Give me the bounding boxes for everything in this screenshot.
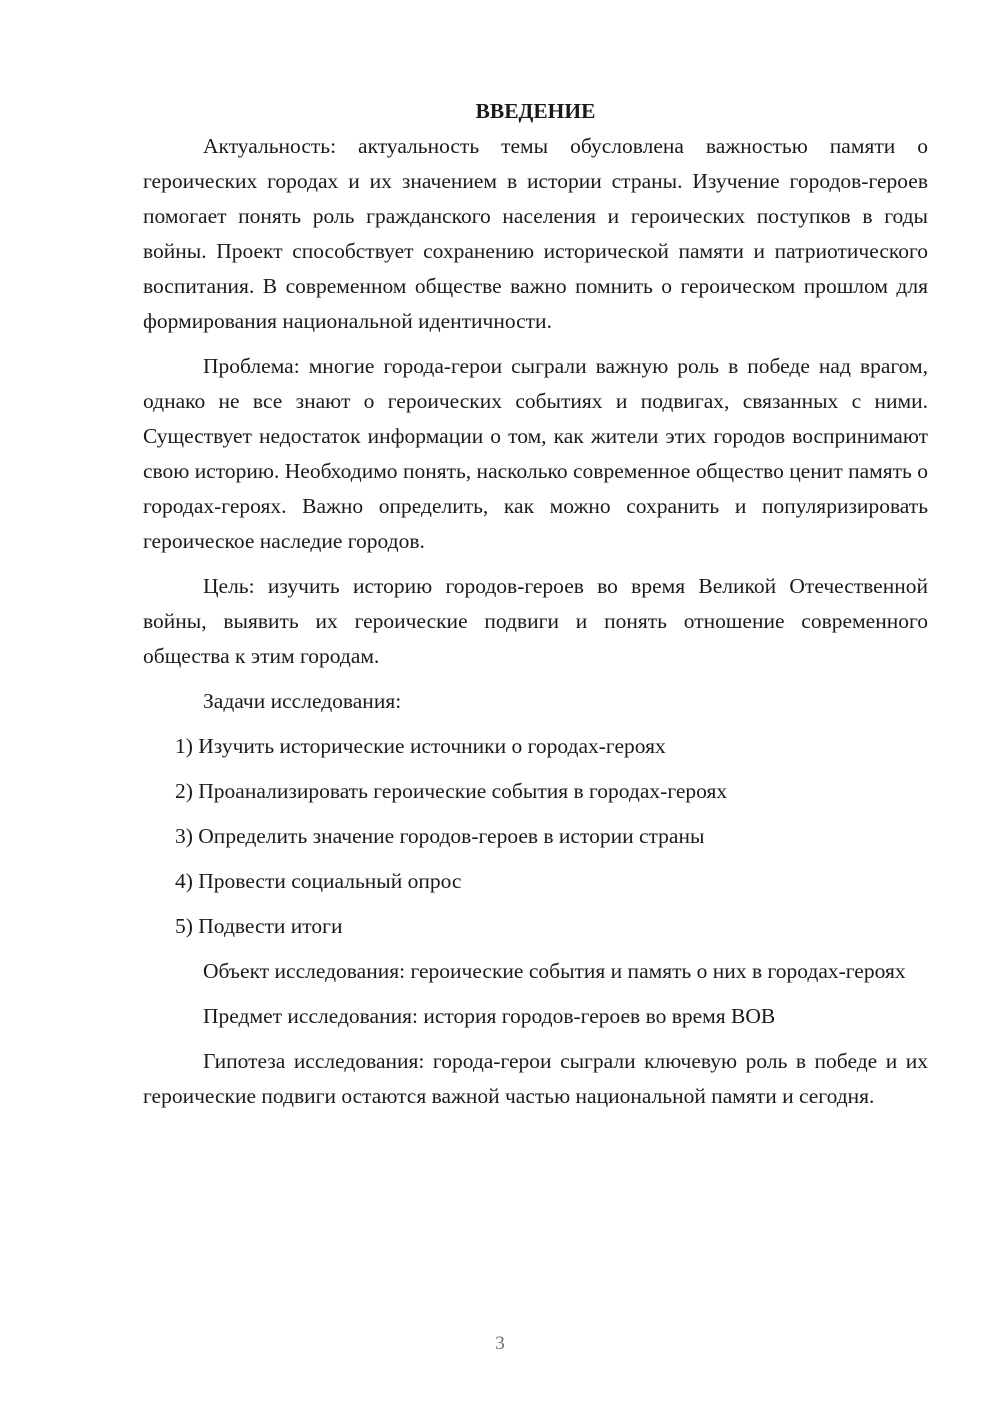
document-page [143,94,928,1124]
hypothesis-paragraph: Гипотеза исследования: города-герои сыграли ключевую роль в победе и их героические подвиги остаются важной частью национальной памяти и сегодня. [143,1049,928,1108]
task-item: 5) Подвести итоги [175,914,343,938]
goal-paragraph: Цель: изучить историю городов-героев во время Великой Отечественной войны, выявить их героические подвиги и понять отношение современного общества к этим городам. [143,574,928,668]
object-paragraph: Объект исследования: героические события и память о них в городах-героях [203,959,906,983]
page-number: 3 [495,1333,505,1354]
section-title: ВВЕДЕНИЕ [475,99,596,123]
task-item: 2) Проанализировать героические события в городах-героях [175,779,728,803]
task-item: 1) Изучить исторические источники о городах-героях [175,734,666,758]
tasks-heading: Задачи исследования: [203,689,402,713]
subject-paragraph: Предмет исследования: история городов-героев во время ВОВ [203,1004,776,1028]
task-item: 4) Провести социальный опрос [175,869,462,893]
tasks-list [143,729,928,944]
problem-paragraph: Проблема: многие города-герои сыграли важную роль в победе над врагом, однако не все знают о героических событиях и подвигах, связанных с ними. Существует недостаток информации о том, как жители этих городов воспринимают свою историю. Необходимо понять, насколько современное общество ценит память о городах-героях. Важно определить, как можно сохранить и популяризировать героическое наследие городов. [143,354,928,553]
task-item: 3) Определить значение городов-героев в истории страны [175,824,705,848]
relevance-paragraph: Актуальность: актуальность темы обусловлена важностью памяти о героических городах и их значением в истории страны. Изучение городов-героев помогает понять роль гражданского населения и героических поступков в годы войны. Проект способствует сохранению исторической памяти и патриотического воспитания. В современном обществе важно помнить о героическом прошлом для формирования национальной идентичности. [143,134,928,333]
